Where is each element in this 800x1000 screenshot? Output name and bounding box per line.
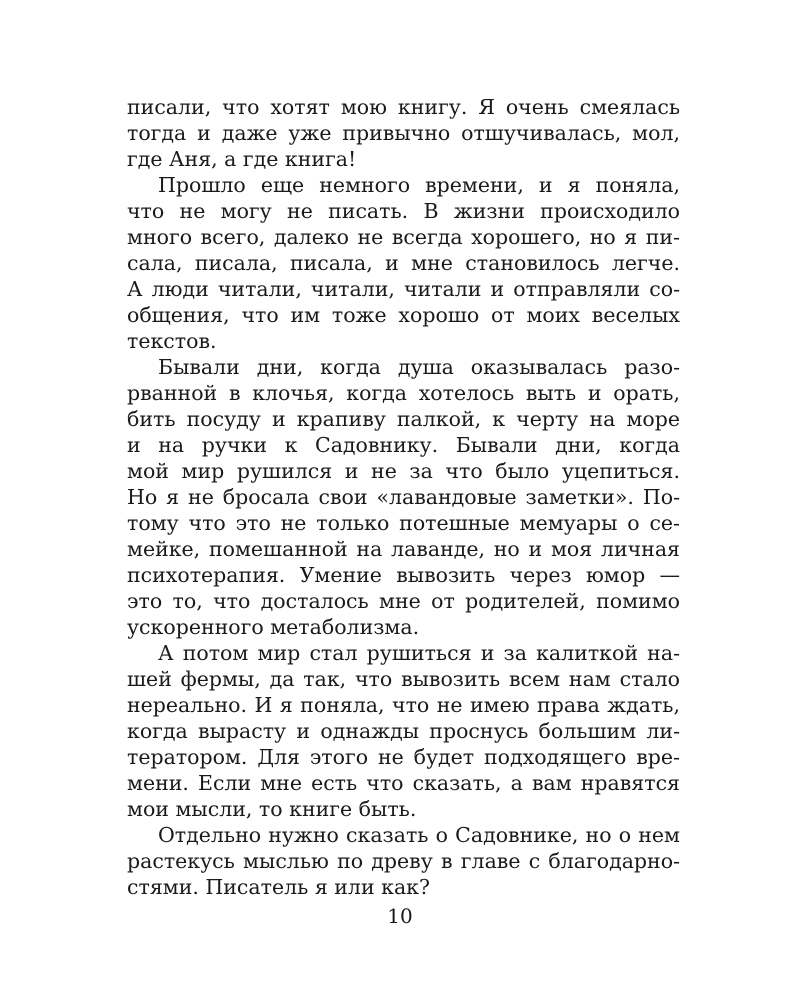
- text-line: Прошло еще немного времени, и я поняла,: [158, 173, 680, 197]
- text-line: Но я не бросала свои «лавандовые заметки». По-: [127, 485, 680, 509]
- text-line: писали, что хотят мою книгу. Я очень смеялась: [127, 95, 680, 119]
- text-line: нереально. И я поняла, что не имею права ждать,: [127, 693, 680, 717]
- text-line: мой мир рушился и не за что было уцепиться.: [127, 459, 680, 483]
- text-line: шей фермы, да так, что вывозить всем нам стало: [127, 667, 680, 691]
- page-number: 10: [387, 904, 413, 928]
- text-line: когда вырасту и однажды проснусь большим ли-: [127, 719, 680, 743]
- text-line: мени. Если мне есть что сказать, а вам нравятся: [127, 771, 680, 795]
- text-line: общения, что им тоже хорошо от моих веселых: [127, 303, 680, 327]
- text-line: ускоренного метаболизма.: [127, 615, 420, 639]
- text-line: сала, писала, писала, и мне становилось легче.: [127, 251, 680, 275]
- text-line: Бывали дни, когда душа оказывалась разо-: [158, 355, 680, 379]
- text-line: растекусь мыслью по древу в главе с благодарно-: [127, 849, 680, 873]
- text-line: Отдельно нужно сказать о Садовнике, но о нем: [158, 823, 680, 847]
- body-text: [127, 94, 680, 900]
- text-line: что не могу не писать. В жизни происходило: [127, 199, 680, 223]
- text-line: рванной в клочья, когда хотелось выть и орать,: [127, 381, 680, 405]
- text-line: А потом мир стал рушиться и за калиткой на-: [158, 641, 680, 665]
- text-line: стями. Писатель я или как?: [127, 875, 430, 899]
- text-line: тератором. Для этого не будет подходящего вре-: [127, 745, 680, 769]
- text-line: и на ручки к Садовнику. Бывали дни, когда: [127, 433, 680, 457]
- text-line: мои мысли, то книге быть.: [127, 797, 417, 821]
- text-line: А люди читали, читали, читали и отправляли со-: [127, 277, 680, 301]
- text-line: психотерапия. Умение вывозить через юмор —: [127, 563, 680, 587]
- text-line: текстов.: [127, 329, 217, 353]
- text-line: где Аня, а где книга!: [127, 147, 357, 171]
- text-line: тому что это не только потешные мемуары о се-: [127, 511, 680, 535]
- text-line: бить посуду и крапиву палкой, к черту на море: [127, 407, 680, 431]
- text-line: тогда и даже уже привычно отшучивалась, мол,: [127, 121, 680, 145]
- text-line: мейке, помешанной на лаванде, но и моя личная: [127, 537, 680, 561]
- text-line: это то, что досталось мне от родителей, помимо: [127, 589, 680, 613]
- text-line: много всего, далеко не всегда хорошего, но я пи-: [127, 225, 680, 249]
